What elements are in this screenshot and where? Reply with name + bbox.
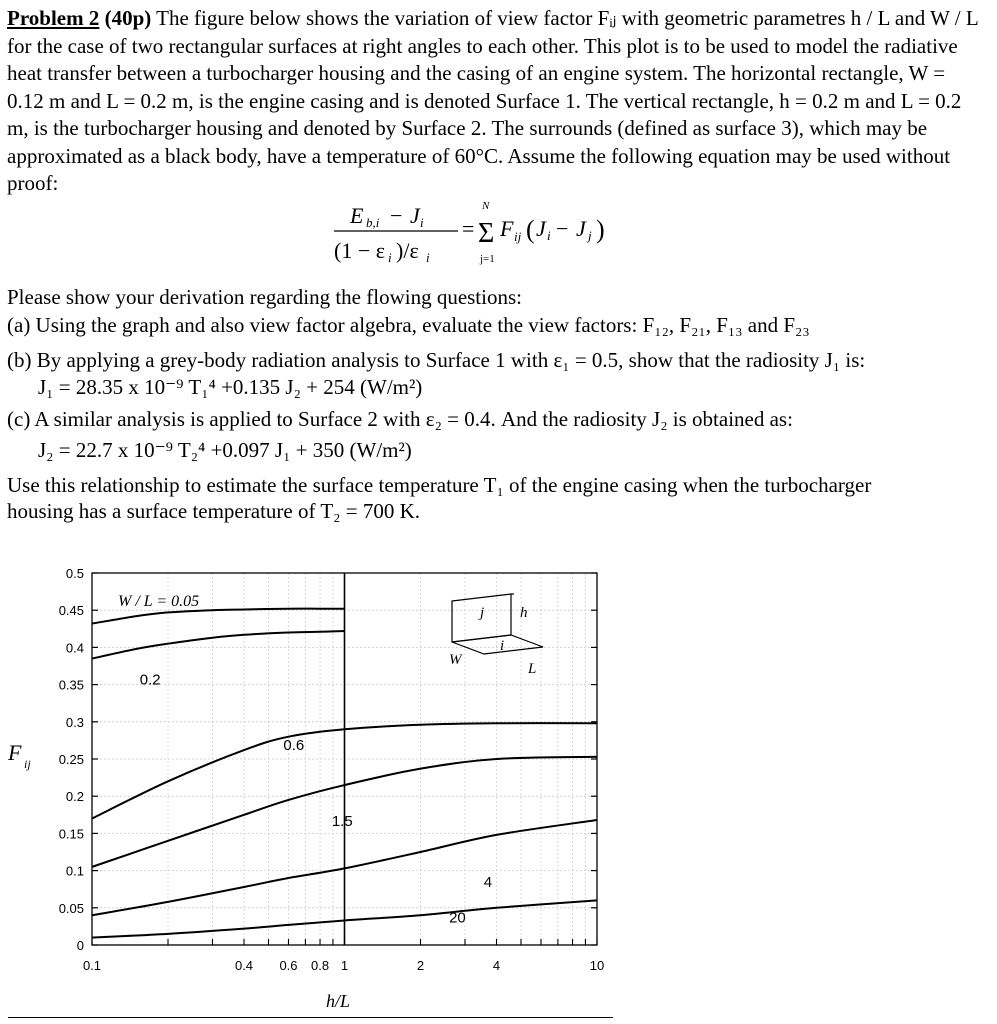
svg-text:F: F — [500, 216, 514, 241]
curve-label-1.5: 1.5 — [331, 812, 353, 830]
x-axis-label: h/L — [326, 991, 351, 1011]
svg-text:ij: ij — [514, 229, 522, 244]
final-instruction-line2: housing has a surface temperature of T₂ = 700 K. — [7, 499, 420, 523]
svg-text:−: − — [390, 203, 403, 228]
final-instruction-line1: Use this relationship to estimate the surface temperature T₁ of the engine casing when the turbocharger — [7, 473, 872, 497]
curve-label-0.2: 0.2 — [139, 671, 161, 689]
problem-intro — [7, 5, 982, 198]
svg-text:N: N — [482, 200, 490, 212]
inset-label-h: h — [520, 605, 528, 621]
problem-title: Problem 2 — [7, 6, 100, 30]
svg-text:): ) — [596, 215, 605, 244]
inset-label-j: j — [480, 605, 485, 621]
y-axis-label: F — [8, 740, 22, 765]
svg-text:j: j — [588, 228, 592, 243]
x-tick-label: 0.6 — [279, 958, 298, 973]
svg-text:i: i — [547, 228, 551, 243]
x-tick-label: 0.1 — [82, 958, 102, 973]
question-c-equation: J₂ = 22.7 x 10⁻⁹ T₂⁴ +0.097 J₁ + 350 (W/m²) — [38, 438, 412, 462]
curve-wl-0.2 — [92, 631, 345, 659]
y-axis-label-sub: ij — [24, 757, 31, 771]
svg-text:(1 − ε: (1 − ε — [334, 238, 385, 263]
view-factor-chart — [0, 540, 997, 1024]
y-tick-label: 0.4 — [65, 640, 84, 656]
y-tick-label: 0.5 — [65, 566, 84, 581]
svg-text:J: J — [536, 216, 546, 241]
x-tick-label: 0.4 — [234, 958, 254, 973]
curve-label-0.6: 0.6 — [283, 737, 305, 755]
curve-label-20: 20 — [449, 909, 466, 927]
radiosity-equation — [330, 196, 650, 276]
svg-text:=: = — [462, 216, 475, 241]
y-tick-label: 0.1 — [65, 863, 84, 879]
svg-text:i: i — [388, 250, 392, 265]
question-a: (a) Using the graph and also view factor algebra, evaluate the view factors: F₁₂, F₂₁, F₁₃ and F₂₃ — [7, 313, 810, 337]
x-tick-label: 0.8 — [310, 958, 330, 973]
svg-text:J: J — [410, 203, 420, 228]
curve-wl-0.05 — [92, 609, 345, 624]
svg-text:b,i: b,i — [366, 215, 380, 230]
y-tick-label: 0.45 — [58, 603, 84, 619]
geometry-inset — [452, 594, 543, 654]
prompt-text: Please show your derivation regarding the flowing questions: — [7, 285, 522, 309]
svg-text:i: i — [426, 250, 430, 265]
svg-text:−: − — [556, 216, 569, 241]
svg-text:E: E — [350, 203, 364, 228]
x-tick-label: 4 — [492, 958, 501, 973]
inset-label-i: i — [500, 638, 505, 654]
inset-label-W: W — [449, 652, 462, 668]
legend-title: W / L = 0.05 — [118, 593, 200, 610]
svg-text:Σ: Σ — [478, 218, 495, 249]
question-b-equation: J₁ = 28.35 x 10⁻⁹ T₁⁴ +0.135 J₂ + 254 (W/m²) — [38, 375, 423, 399]
y-tick-label: 0.15 — [58, 826, 84, 842]
y-tick-label: 0.35 — [58, 677, 84, 693]
svg-text:J: J — [576, 216, 586, 241]
x-tick-label: 2 — [416, 958, 425, 973]
y-tick-label: 0 — [76, 938, 84, 953]
question-c: (c) A similar analysis is applied to Surface 2 with ε₂ = 0.4. And the radiosity J₂ is obtained as: — [7, 407, 793, 431]
y-tick-label: 0.2 — [65, 789, 84, 805]
y-tick-label: 0.3 — [65, 714, 84, 730]
bottom-rule — [8, 1017, 613, 1018]
svg-text:i: i — [420, 215, 424, 230]
svg-text:j=1: j=1 — [480, 253, 495, 265]
problem-points: (40p) — [104, 6, 152, 30]
question-b: (b) By applying a grey-body radiation analysis to Surface 1 with ε₁ = 0.5, show that the radiosity J₁ is: — [7, 348, 866, 372]
x-tick-label: 1 — [340, 958, 349, 973]
problem-intro-text: The figure below shows the variation of view factor Fᵢⱼ with geometric parametres h / L and W / L for the case of two rectangular surfaces at right angles to each other. This plot is to be used to model the radiative heat transfer between a turbocharger housing and the casing of an engine system. The horizontal rectangle, W = 0.12 m and L = 0.2 m, is the engine casing and is denoted Surface 1. The vertical rectangle, h = 0.2 m and L = 0.2 m, is the turbocharger housing and denoted by Surface 2. The surrounds (defined as surface 3), which may be approximated as a black body, have a temperature of 60°C. Assume the following equation may be used without proof: — [7, 6, 978, 195]
svg-text:(: ( — [526, 215, 535, 244]
inset-label-L: L — [528, 661, 537, 677]
y-tick-label: 0.25 — [58, 752, 84, 767]
x-tick-label: 10 — [589, 958, 605, 973]
curve-label-4: 4 — [483, 873, 493, 891]
y-tick-label: 0.05 — [58, 900, 84, 916]
svg-text:)/ε: )/ε — [396, 238, 419, 263]
